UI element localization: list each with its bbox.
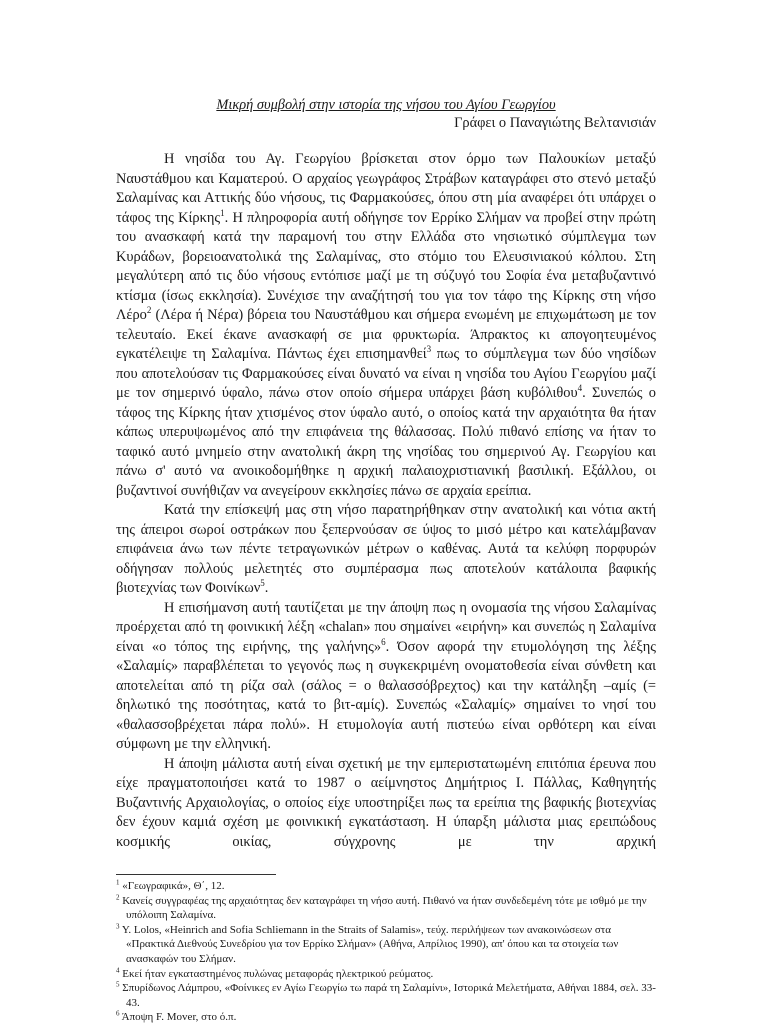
paragraph-2: Κατά την επίσκεψή μας στη νήσο παρατηρήθηκαν στην ανατολική και νότια ακτή της άπειροι σωροί οστράκων που ξεπερνούσαν σε ύψος το μισό μέτρο και κατελάμβαναν επιφάνεια άνω των πέντε τετραγωνικών μέτρων ο καθένας. Αυτά τα κελύφη πορφυρών οδήγησαν πολλούς μελετητές στο συμπέρασμα πως αποτελούν κατάλοιπα βαφικής βιοτεχνίας των Φοινίκων$^5$.: [116, 502, 656, 596]
footnote-1: $^1$ «Γεωγραφικά», Θ΄, 12.: [116, 878, 225, 892]
paragraph-4: Η άποψη μάλιστα αυτή είναι σχετική με την εμπεριστατωμένη επιτόπια έρευνα που είχε πραγματοποιήσει κατά το 1987 ο αείμνηστος Δημήτριος Ι. Πάλλας, Καθηγητής Βυζαντινής Αρχαιολογίας, ο οποίος είχε υποστηρίξει πως τα ερείπια της βαφικής βιοτεχνίας δεν έχουν καμιά σχέση με φοινικική εγκατάσταση. Η ύπαρξη μάλιστα μιας ερειπώδους κοσμικής οικίας, σύγχρονης με την αρχική: [116, 755, 656, 850]
article-body: [116, 150, 656, 852]
footnote-ref-4: 4: [577, 383, 583, 394]
author-byline: Γράφει ο Παναγιώτης Βελτανισιάν: [454, 115, 656, 131]
paragraph-3: Η επισήμανση αυτή ταυτίζεται με την άποψη πως η ονομασία της νήσου Σαλαμίνας προέρχεται από τη φοινικική λέξη «chalan» που σημαίνει «ειρήνη» και συνεπώς η Σαλαμίνα είναι «ο τόπος της ειρήνης, της γαλήνης»$^6$. Όσον αφορά την ετυμολόγηση της λέξης «Σαλαμίς» παραβλέπεται το γεγονός πως η συγκεκριμένη ονοματοθεσία είναι σύνθετη και αποτελείται από τη ρίζα σαλ (σάλος = ο θαλασσόβρεχτος) και την κατάληξη –αμίς (= δηλωτικό της ποσότητας, κατά το βιτ-αμίς). Συνεπώς «Σαλαμίς» σημαίνει το νησί του «θαλασσοβρέχεται πάρα πολύ». Η ετυμολογία αυτή πιστεύω είναι ορθότερη και είναι σύμφωνη με την ελληνική.: [116, 599, 656, 752]
footnote-ref-3: 3: [426, 344, 432, 355]
footnote-separator: [116, 874, 276, 875]
footnote-3: $^3$ Y. Lolos, «Heinrich and Sofia Schliemann in the Straits of Salamis», τεύχ. περιλήψεων των ανακοινώσεων στα «Πρακτικά Διεθνούς Συνεδρίου για τον Ερρίκο Σλήμαν» (Αθήνα, Απρίλιος 1990), απ' όπου και τα στοιχεία των ανασκαφών του Σλήμαν.: [116, 922, 619, 965]
footnote-ref-6: 6: [381, 636, 386, 647]
paragraph-1: Η νησίδα του Αγ. Γεωργίου βρίσκεται στον όρμο των Παλουκίων μεταξύ Ναυστάθμου και Καματερού. Ο αρχαίος γεωγράφος Στράβων καταγράφει στο στενό μεταξύ Σαλαμίνας και Αττικής δύο νήσους, τις Φαρμακούσες, όπου στη μία αναφέρει ότι υπάρχει ο τάφος της Κίρκης$^1$. Η πληροφορία αυτή οδήγησε τον Ερρίκο Σλήμαν να προβεί στην πρώτη του ανασκαφή κατά την παραμονή του στην Ελλάδα στο νησιωτικό σύμπλεγμα των Κυράδων, βορειοανατολικά της Σαλαμίνας, στο στόμιο του Ελευσινιακού κόλπου. Στη μεγαλύτερη από τις δύο νήσους εντόπισε μαζί με τη σύζυγό του Σοφία ένα μεταβυζαντινό κτίσμα (ίσως εκκλησία). Συνέχισε την αναζήτησή του για τον τάφο της Κίρκης στη νήσο Λέρο$^2$ (Λέρα ή Νέρα) βόρεια του Ναυστάθμου και σήμερα ενωμένη με επιχωμάτωση με τον τελευταίο. Εκεί έκανε ανασκαφή σε μια φρυκτωρία. Άπρακτος κι απογοητευμένος εγκατέλειψε τη Σαλαμίνα. Πάντως έχει επισημανθεί$^3$ πως το σύμπλεγμα των δύο νησίδων που αποτελούσαν τις Φαρμακούσες είναι δυνατό να είναι η νησίδα του Αγίου Γεωργίου μαζί με τον σημερινό ύφαλο, πάνω στον οποίο σήμερα υπάρχει βάση κυβόλιθου$^4$. Συνεπώς ο τάφος της Κίρκης ήταν χτισμένος στον ύφαλο αυτό, ο οποίος κατά την αρχαιότητα θα ήταν κάπως υπερυψωμένος από την επιφάνεια της θάλασσας. Πολύ πιθανό επίσης να ήταν το ταφικό αυτό μνημείο στην ανατολική άκρη της νησίδας του σημερινού Αγ. Γεωργίου και πάνω σ' αυτό να ανοικοδομήθηκε η αρχική παλαιοχριστιανική βασιλική. Εξάλλου, οι βυζαντινοί συνήθιζαν να ανεγείρουν εκκλησίες πάνω σε αρχαία ερείπια.: [116, 151, 657, 499]
footnote-6: $^6$ Άποψη F. Mover, στο ό.π.: [116, 1009, 237, 1024]
page-title: Μικρή συμβολή στην ιστορία της νήσου του Αγίου Γεωργίου: [216, 97, 556, 113]
footnote-5: $^5$ Σπυρίδωνος Λάμπρου, «Φοίνικες εν Αγίω Γεωργίω τω παρά τη Σαλαμίνι», Ιστορικά Μελετήματα, Αθήναι 1884, σελ. 33-43.: [116, 980, 656, 1009]
footnote-ref-1: 1: [220, 207, 225, 218]
footnotes: [116, 879, 656, 1025]
footnote-ref-5: 5: [260, 578, 265, 589]
footnote-4: $^4$ Εκεί ήταν εγκαταστημένος πυλώνας μεταφοράς ηλεκτρικού ρεύματος.: [116, 965, 434, 980]
footnote-ref-2: 2: [146, 305, 152, 316]
footnote-2: $^2$ Κανείς συγγραφέας της αρχαιότητας δεν καταγράφει τη νήσο αυτή. Πιθανό να ήταν συνδεδεμένη τότε με ισθμό με την υπόλοιπη Σαλαμίνα.: [116, 892, 647, 922]
